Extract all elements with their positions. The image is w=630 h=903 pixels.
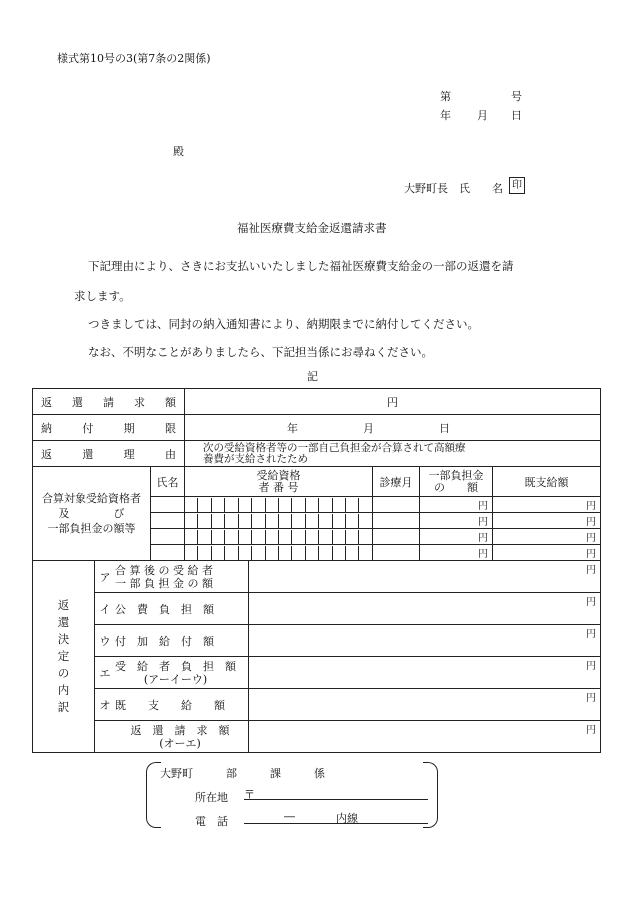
digit-box[interactable]: [332, 498, 345, 512]
body-line-1: 下記理由により、さきにお支払いいたしました福祉医療費支給金の一部の返還を請: [88, 259, 514, 273]
digit-box[interactable]: [358, 546, 371, 560]
digit-box[interactable]: [185, 546, 197, 560]
digit-box[interactable]: [278, 546, 291, 560]
digit-box[interactable]: [251, 530, 264, 544]
digit-box[interactable]: [318, 530, 331, 544]
digit-box[interactable]: [185, 514, 197, 528]
item-e-label: エ 受 給 者 負 担 額 (アーイーウ): [95, 657, 249, 689]
number-grid-cell[interactable]: [185, 545, 373, 561]
deadline-value[interactable]: 年 月 日: [185, 415, 601, 441]
month-cell[interactable]: [373, 497, 420, 513]
copay-cell[interactable]: 円: [420, 545, 493, 561]
number-grid-cell[interactable]: [185, 513, 373, 529]
reason-value[interactable]: 次の受給資格者等の一部自己負担金が合算されて高額療 養費が支給されたため: [185, 441, 601, 467]
date-day: 日: [511, 109, 522, 122]
digit-box[interactable]: [211, 530, 224, 544]
digit-box[interactable]: [345, 546, 358, 560]
digit-box[interactable]: [291, 530, 304, 544]
digit-box[interactable]: [197, 530, 210, 544]
digit-box[interactable]: [318, 498, 331, 512]
copay-cell[interactable]: 円: [420, 513, 493, 529]
item-e-value[interactable]: 円: [249, 657, 601, 689]
paid-amount-header: 既支給額: [493, 467, 601, 497]
breakdown-label-text: 返還決定の内訳: [57, 598, 70, 714]
digit-box[interactable]: [224, 530, 237, 544]
month-cell[interactable]: [373, 545, 420, 561]
digit-box[interactable]: [318, 514, 331, 528]
recipient-number-header: 受給資格 者 番 号: [185, 467, 373, 497]
digit-box[interactable]: [278, 530, 291, 544]
digit-box[interactable]: [358, 514, 371, 528]
left-bracket: [146, 762, 161, 828]
digit-box[interactable]: [305, 546, 318, 560]
copay-cell[interactable]: 円: [420, 497, 493, 513]
phone-dash: ―: [284, 810, 295, 823]
address-label: 所在地: [195, 791, 228, 804]
form-number: 様式第10号の3(第7条の2関係): [57, 52, 211, 65]
issuer-name: 大野町長 氏 名: [404, 182, 503, 195]
digit-box[interactable]: [185, 530, 197, 544]
digit-box[interactable]: [358, 530, 371, 544]
number-prefix: 第: [440, 90, 451, 103]
digit-box[interactable]: [251, 546, 264, 560]
digit-box[interactable]: [224, 498, 237, 512]
digit-box[interactable]: [265, 498, 278, 512]
item-o-value[interactable]: 円: [249, 689, 601, 721]
date-year: 年: [440, 109, 451, 122]
body-line-3: つきましては、同封の納入通知書により、納期限までに納付してください。: [88, 317, 479, 331]
digit-box[interactable]: [318, 546, 331, 560]
item-a-label: ア 合 算 後 の 受 給 者 一 部 負 担 金 の 額: [95, 561, 249, 593]
paid-cell[interactable]: 円: [493, 513, 601, 529]
refund-amount-value[interactable]: 円: [185, 389, 601, 415]
copay-cell[interactable]: 円: [420, 529, 493, 545]
digit-box[interactable]: [197, 498, 210, 512]
digit-box[interactable]: [305, 514, 318, 528]
number-suffix: 号: [511, 90, 522, 103]
digit-box[interactable]: [358, 498, 371, 512]
address-field[interactable]: [244, 786, 428, 800]
paid-cell[interactable]: 円: [493, 529, 601, 545]
item-u-value[interactable]: 円: [249, 625, 601, 657]
digit-box[interactable]: [345, 514, 358, 528]
item-u-label: ウ 付 加 給 付 額: [95, 625, 249, 657]
item-total-label: 返 還 請 求 額 (オーエ): [95, 721, 249, 753]
digit-box[interactable]: [332, 546, 345, 560]
refund-table: [32, 388, 601, 753]
digit-box[interactable]: [211, 514, 224, 528]
digit-box[interactable]: [197, 546, 210, 560]
name-cell[interactable]: [151, 497, 185, 513]
seal-box: 印: [509, 177, 525, 194]
name-header: 氏名: [151, 467, 185, 497]
reason-label: 返還理由: [33, 441, 185, 467]
digit-box[interactable]: [265, 546, 278, 560]
name-cell[interactable]: [151, 529, 185, 545]
name-cell[interactable]: [151, 513, 185, 529]
digit-box[interactable]: [224, 546, 237, 560]
digit-box[interactable]: [265, 530, 278, 544]
item-i-label: イ 公 費 負 担 額: [95, 593, 249, 625]
digit-box[interactable]: [185, 498, 197, 512]
body-line-2: 求します。: [74, 289, 131, 303]
item-total-value[interactable]: 円: [249, 721, 601, 753]
month-cell[interactable]: [373, 529, 420, 545]
item-i-value[interactable]: 円: [249, 593, 601, 625]
month-cell[interactable]: [373, 513, 420, 529]
phone-field[interactable]: [244, 810, 428, 824]
digit-box[interactable]: [345, 530, 358, 544]
digit-box[interactable]: [211, 498, 224, 512]
digit-box[interactable]: [238, 514, 251, 528]
digit-box[interactable]: [332, 530, 345, 544]
copay-header: 一部負担金 の 額: [420, 467, 493, 497]
digit-box[interactable]: [251, 514, 264, 528]
digit-box[interactable]: [278, 514, 291, 528]
postal-mark: 〒: [244, 788, 255, 801]
item-a-value[interactable]: 円: [249, 561, 601, 593]
name-cell[interactable]: [151, 545, 185, 561]
digit-box[interactable]: [278, 498, 291, 512]
breakdown-label: [33, 561, 95, 753]
paid-cell[interactable]: 円: [493, 545, 601, 561]
digit-box[interactable]: [291, 514, 304, 528]
ki-label: 記: [307, 370, 318, 383]
body-line-4: なお、不明なことがありましたら、下記担当係にお尋ねください。: [88, 345, 433, 359]
digit-box[interactable]: [345, 498, 358, 512]
digit-box[interactable]: [197, 514, 210, 528]
treatment-month-header: 診療月: [373, 467, 420, 497]
digit-box[interactable]: [211, 546, 224, 560]
addressee-honorific: 殿: [173, 145, 184, 158]
digit-box[interactable]: [305, 530, 318, 544]
document-title: 福祉医療費支給金返還請求書: [237, 221, 387, 235]
deadline-label: 納付期限: [33, 415, 185, 441]
digit-box[interactable]: [265, 514, 278, 528]
digit-box[interactable]: [332, 514, 345, 528]
digit-box[interactable]: [238, 546, 251, 560]
extension-label: 内線: [336, 812, 358, 825]
combined-target-label: 合算対象受給資格者 及 び 一部負担金の額等: [33, 467, 151, 561]
digit-box[interactable]: [305, 498, 318, 512]
number-grid-cell[interactable]: [185, 497, 373, 513]
contact-dept: 大野町 部 課 係: [160, 767, 325, 780]
digit-box[interactable]: [238, 498, 251, 512]
date-month: 月: [477, 109, 488, 122]
digit-box[interactable]: [291, 546, 304, 560]
refund-amount-label: 返還請求額: [33, 389, 185, 415]
number-grid-cell[interactable]: [185, 529, 373, 545]
digit-box[interactable]: [224, 514, 237, 528]
digit-box[interactable]: [251, 498, 264, 512]
item-o-label: オ 既 支 給 額: [95, 689, 249, 721]
paid-cell[interactable]: 円: [493, 497, 601, 513]
phone-label: 電 話: [195, 815, 228, 828]
digit-box[interactable]: [238, 530, 251, 544]
digit-box[interactable]: [291, 498, 304, 512]
